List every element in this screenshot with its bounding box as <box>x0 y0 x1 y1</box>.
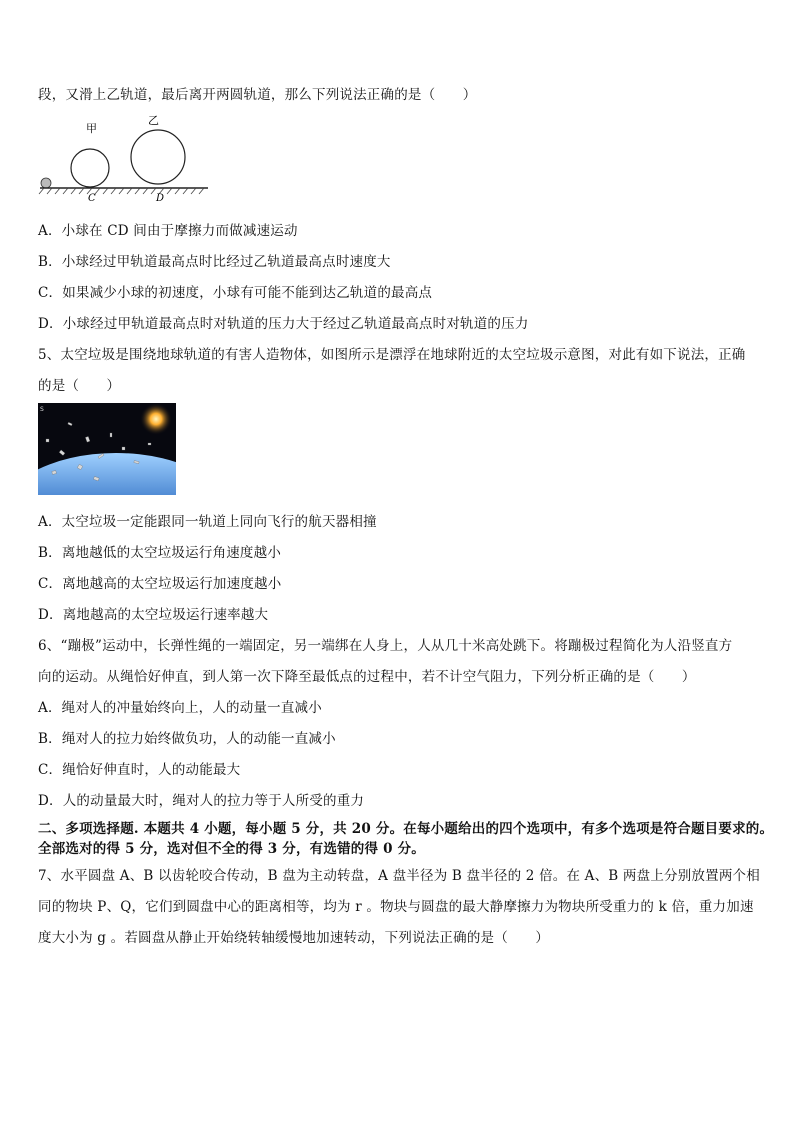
question-6: 6、“蹦极”运动中，长弹性绳的一端固定，另一端绑在人身上，人从几十米高处跳下。将蹦极过程简化为人沿竖直方 <box>38 638 733 654</box>
section-2-heading: 二、多项选择题. 本题共 4 小题，每小题 5 分，共 20 分。在每小题给出的四个选项中，有多个选项是符合题目要求的。 <box>38 821 774 837</box>
track-diagram <box>38 104 218 204</box>
loop-yi <box>131 130 185 184</box>
option-5d: D．离地越高的太空垃圾运行速率越大 <box>38 607 269 623</box>
option-6d: D．人的动量最大时，绳对人的拉力等于人所受的重力 <box>38 793 365 809</box>
question-7-cont-2: 度大小为 g 。若圆盘从静止开始绕转轴缓慢地加速转动，下列说法正确的是（ ） <box>38 930 550 946</box>
question-6-cont: 向的运动。从绳恰好伸直，到人第一次下降至最低点的过程中，若不计空气阻力，下列分析正确的是（ ） <box>38 669 696 685</box>
option-6b: B．绳对人的拉力始终做负功，人的动能一直减小 <box>38 731 336 747</box>
label-c: C <box>88 193 96 204</box>
option-4a: A．小球在 CD 间由于摩擦力而做减速运动 <box>38 223 298 239</box>
question-7-cont: 同的物块 P、Q，它们到圆盘中心的距离相等，均为 r 。物块与圆盘的最大静摩擦力为物块所受重力的 k 倍，重力加速 <box>38 899 754 915</box>
label-s: S <box>40 406 44 413</box>
option-5a: A．太空垃圾一定能跟同一轨道上同向飞行的航天器相撞 <box>38 514 377 530</box>
label-d: D <box>156 193 165 204</box>
section-2-heading-cont: 全部选对的得 5 分，选对但不全的得 3 分，有选错的得 0 分。 <box>38 841 425 857</box>
question-5-cont: 的是（ ） <box>38 378 121 394</box>
ball <box>41 178 51 188</box>
option-4c: C．如果减少小球的初速度，小球有可能不能到达乙轨道的最高点 <box>38 285 433 301</box>
text-line: 段，又滑上乙轨道，最后离开两圆轨道，那么下列说法正确的是（ ） <box>38 87 477 103</box>
space-debris-image <box>38 403 176 495</box>
option-5b: B．离地越低的太空垃圾运行角速度越小 <box>38 545 282 561</box>
label-jia: 甲 <box>86 122 97 135</box>
option-6c: C．绳恰好伸直时，人的动能最大 <box>38 762 241 778</box>
option-4b: B．小球经过甲轨道最高点时比经过乙轨道最高点时速度大 <box>38 254 391 270</box>
option-6a: A．绳对人的冲量始终向上，人的动量一直减小 <box>38 700 322 716</box>
option-5c: C．离地越高的太空垃圾运行加速度越小 <box>38 576 282 592</box>
option-4d: D．小球经过甲轨道最高点时对轨道的压力大于经过乙轨道最高点时对轨道的压力 <box>38 316 529 332</box>
question-7: 7、水平圆盘 A、B 以齿轮咬合传动，B 盘为主动转盘，A 盘半径为 B 盘半径的 2 倍。在 A、B 两盘上分别放置两个相 <box>38 868 760 884</box>
question-5: 5、太空垃圾是围绕地球轨道的有害人造物体，如图所示是漂浮在地球附近的太空垃圾示意图，对此有如下说法，正确 <box>38 347 746 363</box>
label-yi: 乙 <box>148 114 159 127</box>
loop-jia <box>71 149 109 187</box>
